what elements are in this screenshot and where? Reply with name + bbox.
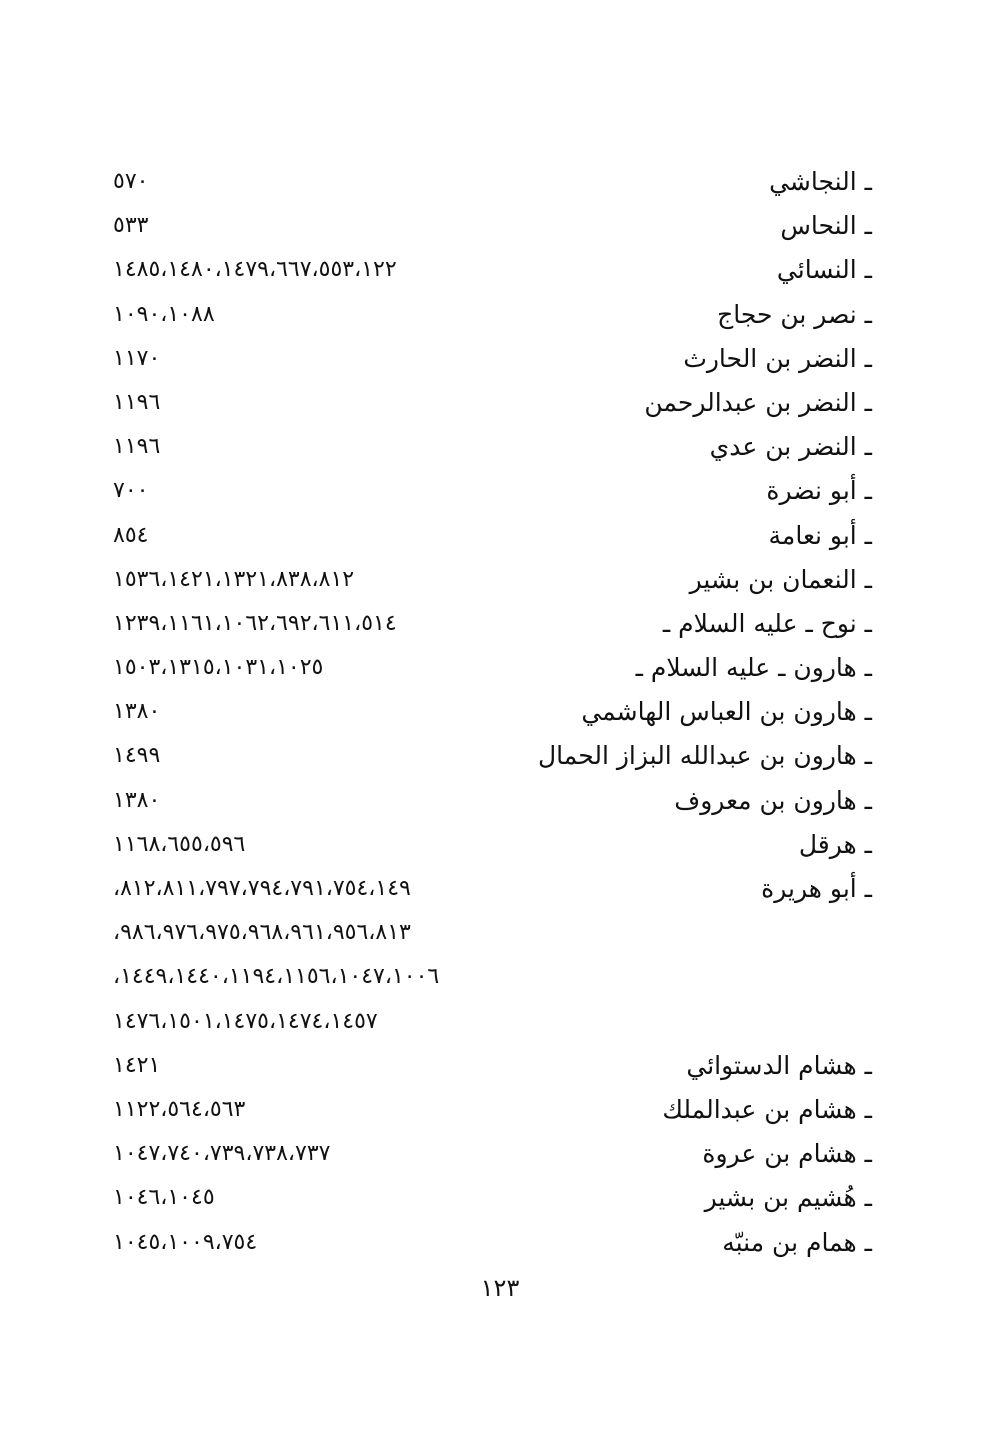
- index-entry-continuation: [0, 1000, 1000, 1044]
- entry-pages: ١٠٤٥،١٠٠٩،٧٥٤: [113, 1229, 258, 1255]
- index-entry: [0, 823, 1000, 867]
- entry-name: ـ هشام الدستوائي: [686, 1050, 872, 1080]
- index-entry: [0, 1176, 1000, 1220]
- index-entry: [0, 1044, 1000, 1088]
- index-entry-continuation: [0, 911, 1000, 955]
- index-entry: [0, 779, 1000, 823]
- index-entry: [0, 646, 1000, 690]
- index-entry: [0, 1132, 1000, 1176]
- entry-pages: ١٣٨٠: [113, 699, 161, 725]
- index-entry-continuation: [0, 955, 1000, 999]
- entry-name: ـ أبو نعامة: [768, 520, 872, 550]
- index-entry: [0, 293, 1000, 337]
- entry-pages: ٨٥٤: [113, 522, 149, 548]
- index-entry: [0, 1088, 1000, 1132]
- index-entry: [0, 734, 1000, 778]
- entry-name: ـ النسائي: [776, 255, 872, 285]
- entry-name: ـ هُشيم بن بشير: [704, 1183, 872, 1213]
- index-entry: [0, 690, 1000, 734]
- entry-pages: ١١٩٦: [113, 434, 161, 460]
- entry-pages: ١٣٨٠: [113, 787, 161, 813]
- entry-pages: ١٤٨٥،١٤٨٠،١٤٧٩،٦٦٧،٥٥٣،١٢٢: [113, 257, 397, 283]
- index-entry: [0, 1221, 1000, 1265]
- entry-pages: ١٠٤٧،٧٤٠،٧٣٩،٧٣٨،٧٣٧: [113, 1141, 331, 1167]
- entry-pages: ،١٤٤٩،١٤٤٠،١١٩٤،١١٥٦،١٠٤٧،١٠٠٦: [113, 964, 440, 990]
- entry-pages: ١٤٩٩: [113, 743, 161, 769]
- entry-name: ـ النضر بن الحارث: [683, 343, 872, 373]
- entry-name: ـ هشام بن عروة: [702, 1139, 872, 1169]
- entry-name: ـ هارون بن معروف: [674, 785, 872, 815]
- index-entry: [0, 381, 1000, 425]
- entry-pages: ١٠٩٠،١٠٨٨: [113, 301, 215, 327]
- entry-name: ـ نوح ـ عليه السلام ـ: [662, 608, 872, 638]
- entry-pages: ٥٣٣: [113, 213, 149, 239]
- entry-pages: ١٥٣٦،١٤٢١،١٣٢١،٨٣٨،٨١٢: [113, 566, 355, 592]
- entry-pages: ١٢٣٩،١١٦١،١٠٦٢،٦٩٢،٦١١،٥١٤: [113, 610, 397, 636]
- entry-name: ـ النضر بن عدي: [709, 432, 872, 462]
- index-entry: [0, 204, 1000, 248]
- entry-name: ـ هارون ـ عليه السلام ـ: [635, 653, 872, 683]
- entry-name: ـ هشام بن عبدالملك: [662, 1094, 872, 1124]
- page-number: ١٢٣: [480, 1274, 520, 1302]
- entry-name: ـ نصر بن حجاج: [717, 299, 872, 329]
- entry-pages: ،٩٨٦،٩٧٦،٩٧٥،٩٦٨،٩٦١،٩٥٦،٨١٣: [113, 920, 411, 946]
- entry-pages: ١١٩٦: [113, 389, 161, 415]
- index-entry: [0, 160, 1000, 204]
- entry-pages: ٧٠٠: [113, 478, 149, 504]
- entry-name: ـ هارون بن العباس الهاشمي: [581, 697, 872, 727]
- index-entry: [0, 425, 1000, 469]
- entry-pages: ١٥٠٣،١٣١٥،١٠٣١،١٠٢٥: [113, 655, 324, 681]
- index-list: [0, 160, 1000, 1265]
- entry-name: ـ النحاس: [780, 211, 872, 241]
- index-entry: [0, 469, 1000, 513]
- entry-name: ـ هرقل: [798, 829, 872, 859]
- entry-pages: ١١٧٠: [113, 345, 161, 371]
- entry-name: ـ النجاشي: [769, 167, 872, 196]
- entry-pages: ١٠٤٦،١٠٤٥: [113, 1185, 215, 1211]
- index-entry: [0, 602, 1000, 646]
- index-entry: [0, 514, 1000, 558]
- entry-pages: ١١٢٢،٥٦٤،٥٦٣: [113, 1096, 246, 1122]
- entry-pages: ٥٧٠: [113, 169, 149, 194]
- entry-name: ـ همام بن منبّه: [722, 1227, 872, 1257]
- index-entry: [0, 558, 1000, 602]
- entry-name: ـ أبو نضرة: [766, 476, 872, 506]
- entry-name: ـ النعمان بن بشير: [689, 564, 872, 594]
- entry-pages: ١٤٧٦،١٥٠١،١٤٧٥،١٤٧٤،١٤٥٧: [113, 1008, 378, 1034]
- entry-name: ـ النضر بن عبدالرحمن: [644, 387, 872, 417]
- entry-name: ـ هارون بن عبدالله البزاز الحمال: [537, 741, 872, 771]
- entry-pages: ١٤٢١: [113, 1052, 161, 1078]
- index-entry: [0, 248, 1000, 292]
- index-entry: [0, 337, 1000, 381]
- entry-pages: ،٨١٢،٨١١،٧٩٧،٧٩٤،٧٩١،٧٥٤،١٤٩: [113, 876, 411, 901]
- entry-name: ـ أبو هريرة: [761, 874, 872, 903]
- index-entry: [0, 867, 1000, 911]
- entry-pages: ١١٦٨،٦٥٥،٥٩٦: [113, 831, 246, 857]
